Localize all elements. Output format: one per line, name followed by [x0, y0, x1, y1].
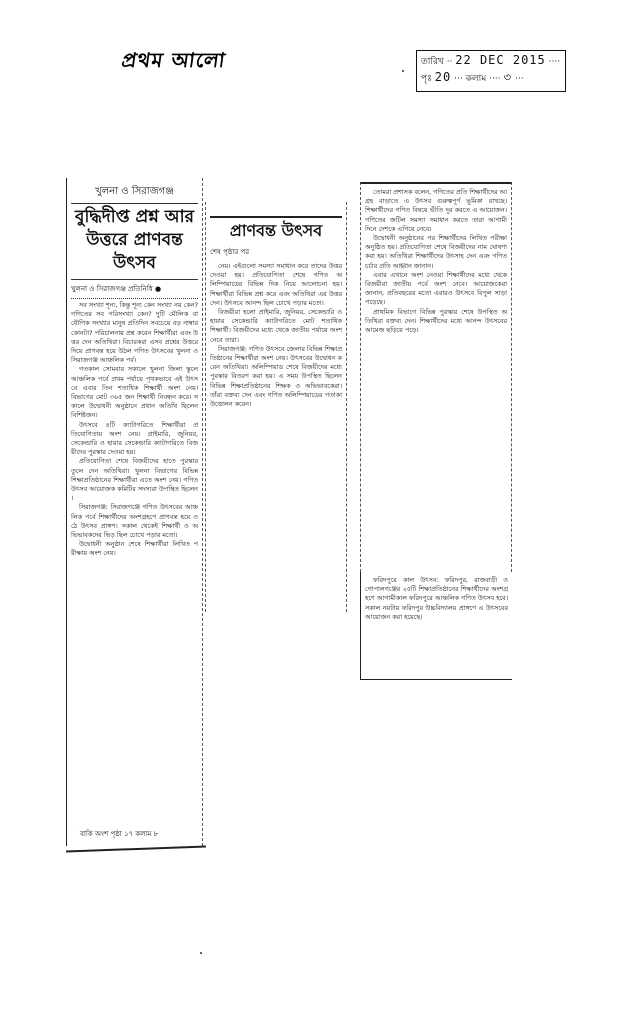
- stamp-page-label: পৃঃ: [421, 74, 432, 84]
- stamp-page-value: 20: [434, 70, 452, 84]
- continued-on-jump-line: বাকি অংশ পৃষ্ঠা ১৭ কলাম ৮: [80, 830, 159, 838]
- continuation-body: [210, 262, 342, 409]
- article-paragraph: তোমরা প্রশাসক বলেন, গণিতের প্রতি শিক্ষার্থীদের আগ্রহ বাড়াতে এ উৎসব গুরুত্বপূর্ণ ভূমিকা রাখছে। শিক্ষার্থীদের গণিত বিষয়ে ভীতি দূর করতে এ আয়োজন। গণিতের জটিল সমস্যা সমাধান করতে তারা আগামী দিনে দেশকে এগিয়ে নেবে।: [365, 188, 507, 233]
- article-paragraph: সিরাজগঞ্জ: গণিত উৎসবে জেলার বিভিন্ন শিক্ষাপ্রতিষ্ঠানের শিক্ষার্থীরা অংশ নেয়। উৎসবের উদ্বোধন করেন অতিথিরা। অলিম্পিয়াড শেষে বিজয়ীদের মধ্যে পুরস্কার বিতরণ করা হয়। এ সময় উপস্থিত ছিলেন বিভিন্ন শিক্ষাপ্রতিষ্ঠানের শিক্ষক ও অভিভাবকেরা। তাঁরা বক্তব্য দেন এবং গণিত অলিম্পিয়াডের পতাকা উত্তোলন করেন।: [210, 344, 342, 409]
- section-body: [365, 576, 508, 622]
- article-paragraph: এবার এখানে অংশ নেওয়া শিক্ষার্থীদের মধ্যে থেকে বিজয়ীরা জাতীয় পর্বে অংশ নেবে। আয়োজকেরা জানান, প্রতিবছরের মতো এবারও উৎসবে বিপুল সাড়া পড়েছে।: [365, 270, 507, 307]
- article-paragraph: সিরাজগঞ্জ: সিরাজগঞ্জে গণিত উৎসবের আঞ্চলিক পর্বে শিক্ষার্থীদের অংশগ্রহণে প্রাণবন্ত হয়ে ওঠে উৎসব প্রাঙ্গণ। সকাল থেকেই শিক্ষার্থী ও অভিভাবকদের ভিড় ছিল চোখে পড়ার মতো।: [71, 503, 198, 540]
- article-paragraph: বিজয়ীরা হলো প্রাইমারি, জুনিয়র, সেকেন্ডারি ও হায়ার সেকেন্ডারি ক্যাটাগরিতে মোট শতাধিক শিক্ষার্থী। বিজয়ীদের মধ্যে থেকে জাতীয় পর্যায়ে অংশ নেবে তারা।: [210, 308, 342, 344]
- section-paragraph: ফরিদপুরে কাল উৎসব: ফরিদপুর, রাজবাড়ী ও গোপালগঞ্জের ২৫টি শিক্ষাপ্রতিষ্ঠানের শিক্ষার্থীদের অংশগ্রহণে আগামীকাল ফরিদপুরে আঞ্চলিক গণিত উৎসব হবে। সকাল নয়টায় ফরিদপুর উচ্চবিদ্যালয় প্রাঙ্গণে এ উৎসবের আয়োজন করা হয়েছে।: [365, 576, 508, 621]
- article-paragraph: উদ্বোধনী অনুষ্ঠান শেষে শিক্ষার্থীরা লিখিত পরীক্ষায় অংশ নেয়।: [71, 540, 198, 558]
- article-paragraph: প্রতিযোগিতা শেষে বিজয়ীদের হাতে পুরস্কার তুলে দেন অতিথিরা। খুলনা বিভাগের বিভিন্ন শিক্ষাপ্রতিষ্ঠানের শিক্ষার্থীরা এতে অংশ নেয়। গণিত উৎসব আয়োজক কমিটির সদস্যরা উপস্থিত ছিলেন।: [71, 457, 198, 503]
- stamp-column-label: কলাম: [465, 74, 487, 84]
- article-paragraph: প্রাথমিক বিভাগে বিভিন্ন পুরস্কার শেষে উপস্থিত অতিথিরা বক্তব্য দেন। শিক্ষার্থীদের মধ্যে আনন্দ উৎসবের আমেজ ছড়িয়ে পড়ে।: [365, 307, 507, 335]
- stamp-date-label: তারিখ: [421, 57, 444, 67]
- article-paragraph: নেয়। এইগুলো সমস্যা সমাধান করে তাদের উত্তর দেওয়া হয়। প্রতিযোগিতা শেষে গণিত অলিম্পিয়াডের বিভিন্ন দিক নিয়ে আলোচনা হয়। শিক্ষার্থীরা বিভিন্ন প্রশ্ন করে এবং অতিথিরা এর উত্তর দেন। উৎসবে আনন্দ ছিল চোখে পড়ার মতো।: [210, 262, 342, 307]
- article-main-column: [66, 178, 203, 846]
- article-byline: খুলনা ও সিরাজগঞ্জ প্রতিনিধি ●: [71, 279, 198, 299]
- continuation-headline: প্রাণবন্ত উৎসব: [210, 216, 342, 242]
- stamp-date-value: 22 DEC 2015: [455, 53, 546, 67]
- article-paragraph: সব সংখ্যা শূন্য, কিন্তু শূন্য কেন সংখ্যা নয় কেন? গণিতের সব পরিসংখ্যা কেন? দুটি মৌলিক বা যৌগিক সংখ্যার মানুষ প্রতিদিন সবচেয়ে বড় নাম্বার কোনটা? পরিচালনায় প্রশ্ন করেন শিক্ষার্থীরা এবং উত্তর দেন অতিথিরা। বিচারকরা এসব প্রশ্নের উত্তরে দিয়ে প্রাণবন্ত হয়ে উঠল গণিত উৎসবের খুলনা ও সিরাজগঞ্জ আঞ্চলিক পর্ব।: [71, 301, 198, 365]
- article-headline: বুদ্ধিদীপ্ত প্রশ্ন আর উত্তরে প্রাণবন্ত উৎসব: [75, 207, 194, 273]
- scan-speck: [200, 952, 202, 954]
- article-paragraph: উদ্বোধনী অনুষ্ঠানের পর শিক্ষার্থীদের লিখিত পরীক্ষা অনুষ্ঠিত হয়। প্রতিযোগিতা শেষে বিজয়ীদের নাম ঘোষণা করা হয়। অতিথিরা শিক্ষার্থীদের উৎসাহ দেন এবং গণিত চর্চার প্রতি আহ্বান জানান।: [365, 234, 507, 270]
- stamp-page-row: পৃঃ 20 ··· কলাম ···· ৩ ···: [421, 70, 524, 84]
- article-paragraph: উৎসবে ৪টি ক্যাটাগরিতে শিক্ষার্থীরা প্রতিযোগিতায় অংশ নেয়। প্রাইমারি, জুনিয়র, সেকেন্ডারি ও হায়ার সেকেন্ডারি ক্যাটাগরিতে বিজয়ীদের পুরস্কার দেওয়া হয়।: [71, 420, 198, 457]
- stamp-column-value: ৩: [503, 70, 513, 84]
- article-kicker: খুলনা ও সিরাজগঞ্জ: [71, 184, 198, 204]
- article-paragraph: গতকাল সোমবার সকালে খুলনা জিলা স্কুলে আঞ্চলিক পর্বে প্রথম পর্যায়ে পৃথকভাবে এই উৎসবে এবার তিন শতাধিক শিক্ষার্থী অংশ নেয়। বিভাগের মোট ৩৬৫ জন শিক্ষার্থী নিবন্ধন করে। সকালে উদ্বোধনী অনুষ্ঠানে প্রধান অতিথি ছিলেন বিশিষ্টজন।: [71, 365, 198, 420]
- continued-from-label: শেষ পৃষ্ঠার পর: [210, 248, 250, 256]
- newspaper-masthead: প্রথম আলো: [120, 48, 228, 72]
- clipping-date-stamp: [416, 50, 566, 92]
- article-continuation-column: [205, 202, 347, 612]
- article-right-column-section: [360, 572, 512, 680]
- scan-speck: [402, 70, 404, 72]
- clipping-cut-line: [66, 846, 206, 852]
- article-right-column: [360, 182, 512, 572]
- stamp-date-row: তারিখ ·· 22 DEC 2015 ····: [421, 53, 561, 67]
- article-body: [71, 301, 198, 559]
- right-column-body: [365, 188, 507, 335]
